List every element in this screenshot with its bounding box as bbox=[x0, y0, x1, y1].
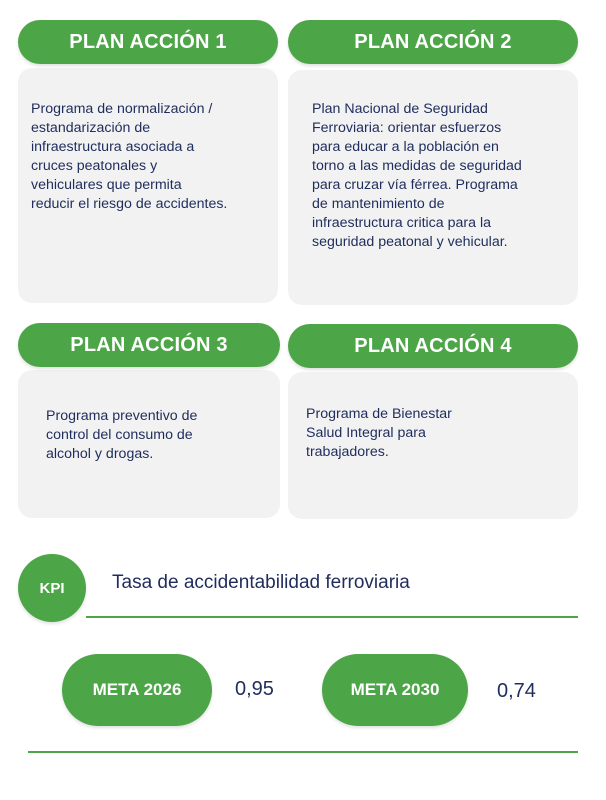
plan-1-line: reducir el riesgo de accidentes. bbox=[31, 196, 228, 212]
plan-2-line: Ferroviaria: orientar esfuerzos bbox=[312, 120, 502, 136]
plan-2-line: torno a las medidas de seguridad bbox=[312, 158, 522, 174]
plan-2-line: Plan Nacional de Seguridad bbox=[312, 101, 488, 117]
plan-4-line: trabajadores. bbox=[306, 444, 389, 460]
plan-4-line: Salud Integral para bbox=[306, 425, 426, 441]
plan-1-line: vehiculares que permita bbox=[31, 177, 182, 193]
kpi-divider bbox=[86, 616, 578, 618]
plan-1-line: estandarización de bbox=[31, 120, 151, 136]
plan-3-line: Programa preventivo de bbox=[46, 408, 198, 424]
plan-3-line: control del consumo de bbox=[46, 427, 193, 443]
plan-4-header: PLAN ACCIÓN 4 bbox=[288, 324, 578, 368]
meta-2026-value: 0,95 bbox=[235, 678, 274, 700]
plan-1-card bbox=[18, 68, 278, 303]
plan-2-line: para cruzar vía férrea. Programa bbox=[312, 177, 518, 193]
plan-2-header: PLAN ACCIÓN 2 bbox=[288, 20, 578, 64]
plan-3-line: alcohol y drogas. bbox=[46, 446, 154, 462]
plan-1-description bbox=[31, 100, 227, 214]
plan-1-line: cruces peatonales y bbox=[31, 158, 158, 174]
plan-2-line: para educar a la población en bbox=[312, 139, 499, 155]
plan-3-card bbox=[18, 370, 280, 518]
kpi-title: Tasa de accidentabilidad ferroviaria bbox=[112, 572, 410, 593]
plan-3-header: PLAN ACCIÓN 3 bbox=[18, 323, 280, 367]
plan-2-line: infraestructura critica para la bbox=[312, 215, 491, 231]
meta-2026-badge: META 2026 bbox=[62, 654, 212, 726]
meta-2030-value: 0,74 bbox=[497, 680, 536, 702]
plan-4-line: Programa de Bienestar bbox=[306, 406, 452, 422]
plan-2-line: seguridad peatonal y vehicular. bbox=[312, 234, 508, 250]
plan-1-header: PLAN ACCIÓN 1 bbox=[18, 20, 278, 64]
plan-1-line: Programa de normalización / bbox=[31, 101, 213, 117]
plan-2-card bbox=[288, 70, 578, 305]
kpi-badge: KPI bbox=[18, 554, 86, 622]
bottom-divider bbox=[28, 751, 578, 753]
plan-3-description bbox=[46, 407, 197, 464]
plan-2-line: de mantenimiento de bbox=[312, 196, 445, 212]
plan-2-description bbox=[312, 100, 522, 252]
plan-4-card bbox=[288, 372, 578, 519]
plan-1-line: infraestructura asociada a bbox=[31, 139, 195, 155]
plan-4-description bbox=[306, 405, 452, 462]
meta-2030-badge: META 2030 bbox=[322, 654, 468, 726]
